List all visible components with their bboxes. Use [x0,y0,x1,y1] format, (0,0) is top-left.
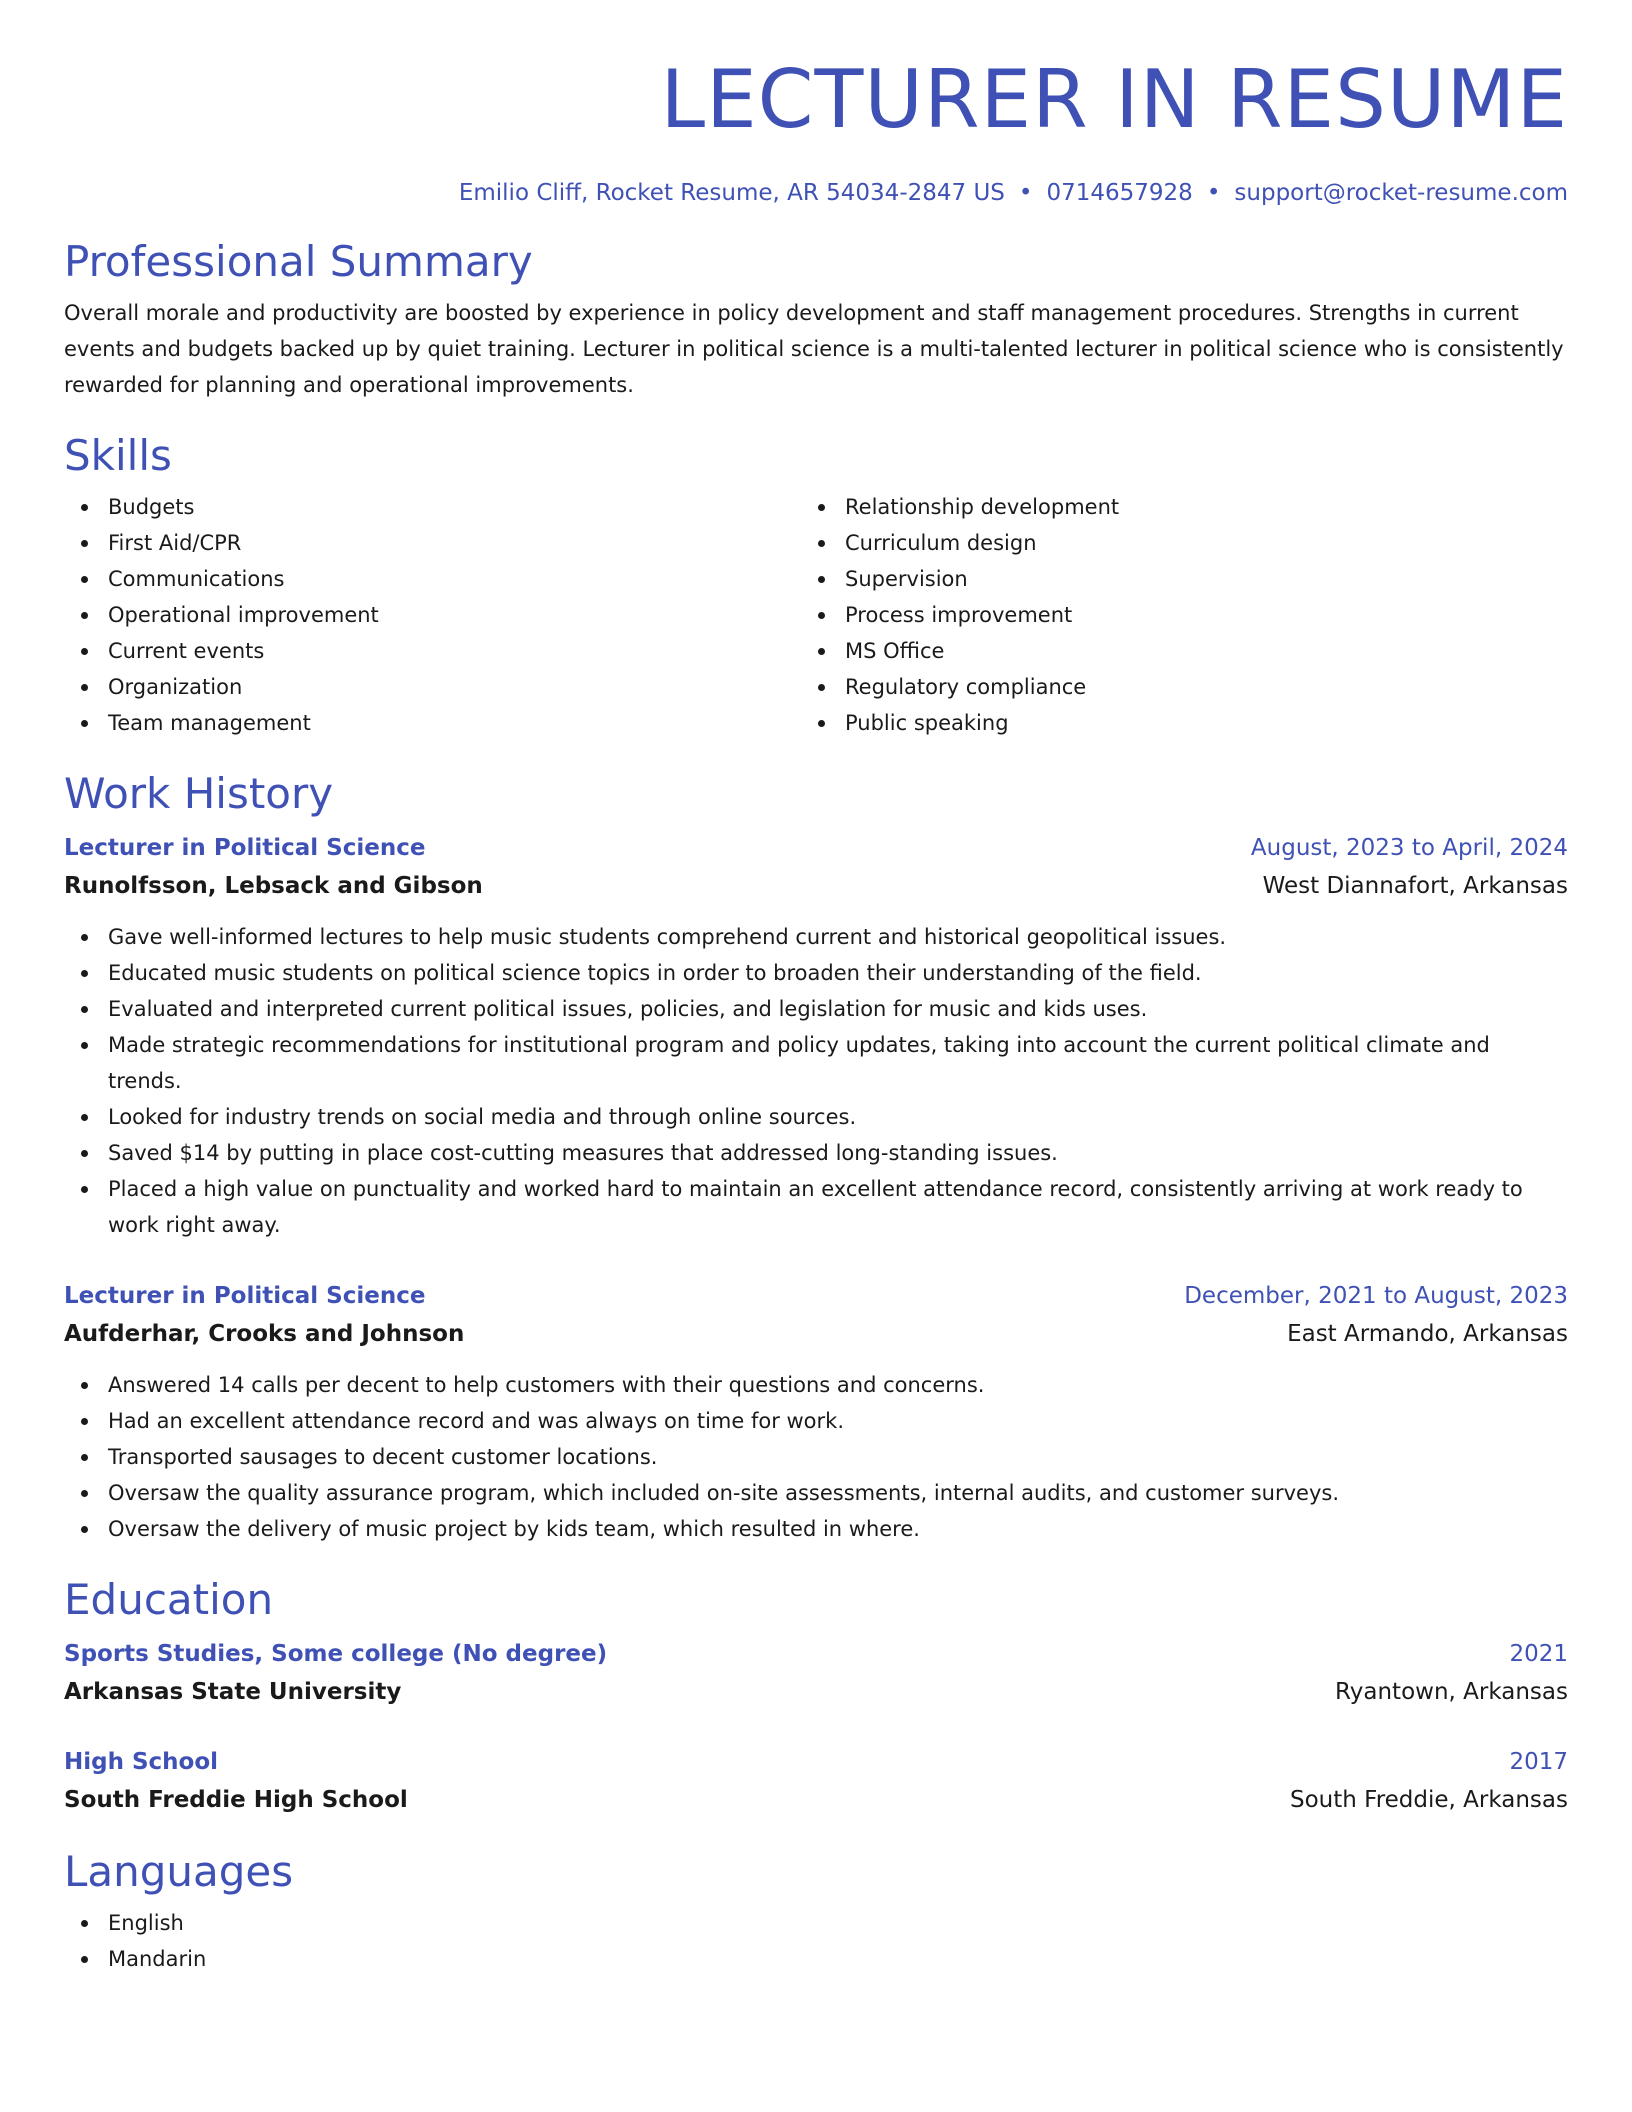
education-header [64,1743,1568,1781]
duty-item: Gave well-informed lectures to help music students comprehend current and historical geopolitical issues. [64,919,1568,955]
education-year: 2021 [1509,1641,1568,1667]
skill-item: MS Office [801,633,1538,669]
skill-item: First Aid/CPR [64,525,801,561]
job-title: Lecturer in Political Science [64,835,426,861]
contact-line [64,180,1568,206]
skill-item: Regulatory compliance [801,669,1538,705]
education-header [64,1635,1568,1673]
job-location: East Armando, Arkansas [1287,1321,1568,1347]
education-degree: High School [64,1749,219,1775]
work-history-heading: Work History [64,769,334,818]
education-entry [64,1635,1568,1711]
skill-item: Organization [64,669,801,705]
job-company: Aufderhar, Crooks and Johnson [64,1321,465,1347]
contact-phone: 0714657928 [1046,180,1193,206]
education-school-row [64,1673,1568,1711]
job-title: Lecturer in Political Science [64,1283,426,1309]
summary-text: Overall morale and productivity are boosted by experience in policy development and staff management procedures. Strengths in current events and budgets backed up by quiet training. Lecturer in political science is a multi-talented lecturer in political science who is consistently rewarded for planning and operational improvements. [64,301,1564,397]
duty-item: Answered 14 calls per decent to help customers with their questions and concerns. [64,1367,1568,1403]
job-duties [64,919,1568,1243]
duty-item: Transported sausages to decent customer locations. [64,1439,1568,1475]
job-dates: August, 2023 to April, 2024 [1250,835,1568,861]
education-school: Arkansas State University [64,1679,402,1705]
education-degree: Sports Studies, Some college (No degree) [64,1641,608,1667]
language-item: English [64,1905,1568,1941]
duty-item: Saved $14 by putting in place cost-cutting measures that addressed long-standing issues. [64,1135,1568,1171]
job-company-row [64,1315,1568,1353]
education-location: Ryantown, Arkansas [1335,1679,1568,1705]
skill-item: Public speaking [801,705,1538,741]
job-entry [64,1277,1568,1547]
skill-item: Process improvement [801,597,1538,633]
contact-email: support@rocket-resume.com [1234,180,1568,206]
duty-item: Evaluated and interpreted current political issues, policies, and legislation for music and kids uses. [64,991,1568,1027]
languages-heading: Languages [64,1847,294,1896]
duty-item: Educated music students on political science topics in order to broaden their understanding of the field. [64,955,1568,991]
education-school-row [64,1781,1568,1819]
skills-heading: Skills [64,431,172,480]
duty-item: Placed a high value on punctuality and worked hard to maintain an excellent attendance record, consistently arriving at work ready to work right away. [64,1171,1568,1243]
job-company: Runolfsson, Lebsack and Gibson [64,873,483,899]
job-company-row [64,867,1568,905]
job-dates: December, 2021 to August, 2023 [1184,1283,1568,1309]
duty-item: Oversaw the delivery of music project by kids team, which resulted in where. [64,1511,1568,1547]
language-item: Mandarin [64,1941,1568,1977]
skills-column-left [64,489,801,741]
education-location: South Freddie, Arkansas [1289,1787,1568,1813]
education-year: 2017 [1509,1749,1568,1775]
skills-column-right [801,489,1538,741]
education-school: South Freddie High School [64,1787,408,1813]
resume-title: LECTURER IN RESUME [660,53,1568,146]
languages-list [64,1905,1568,1977]
separator-dot: • [1206,180,1221,206]
separator-dot: • [1018,180,1033,206]
duty-item: Had an excellent attendance record and was always on time for work. [64,1403,1568,1439]
duty-item: Oversaw the quality assurance program, which included on-site assessments, internal audits, and customer surveys. [64,1475,1568,1511]
skill-item: Relationship development [801,489,1538,525]
job-location: West Diannafort, Arkansas [1262,873,1568,899]
job-header [64,1277,1568,1315]
contact-address: Emilio Cliff, Rocket Resume, AR 54034-2847 US [458,180,1005,206]
skill-item: Supervision [801,561,1538,597]
job-header [64,829,1568,867]
skill-item: Current events [64,633,801,669]
skills-list [64,489,1568,741]
job-entry [64,829,1568,1243]
skill-item: Team management [64,705,801,741]
skill-item: Budgets [64,489,801,525]
education-heading: Education [64,1575,274,1624]
summary-heading: Professional Summary [64,237,533,286]
duty-item: Made strategic recommendations for institutional program and policy updates, taking into account the current political climate and trends. [64,1027,1568,1099]
job-duties [64,1367,1568,1547]
skill-item: Communications [64,561,801,597]
duty-item: Looked for industry trends on social media and through online sources. [64,1099,1568,1135]
skill-item: Operational improvement [64,597,801,633]
skill-item: Curriculum design [801,525,1538,561]
education-entry [64,1743,1568,1819]
